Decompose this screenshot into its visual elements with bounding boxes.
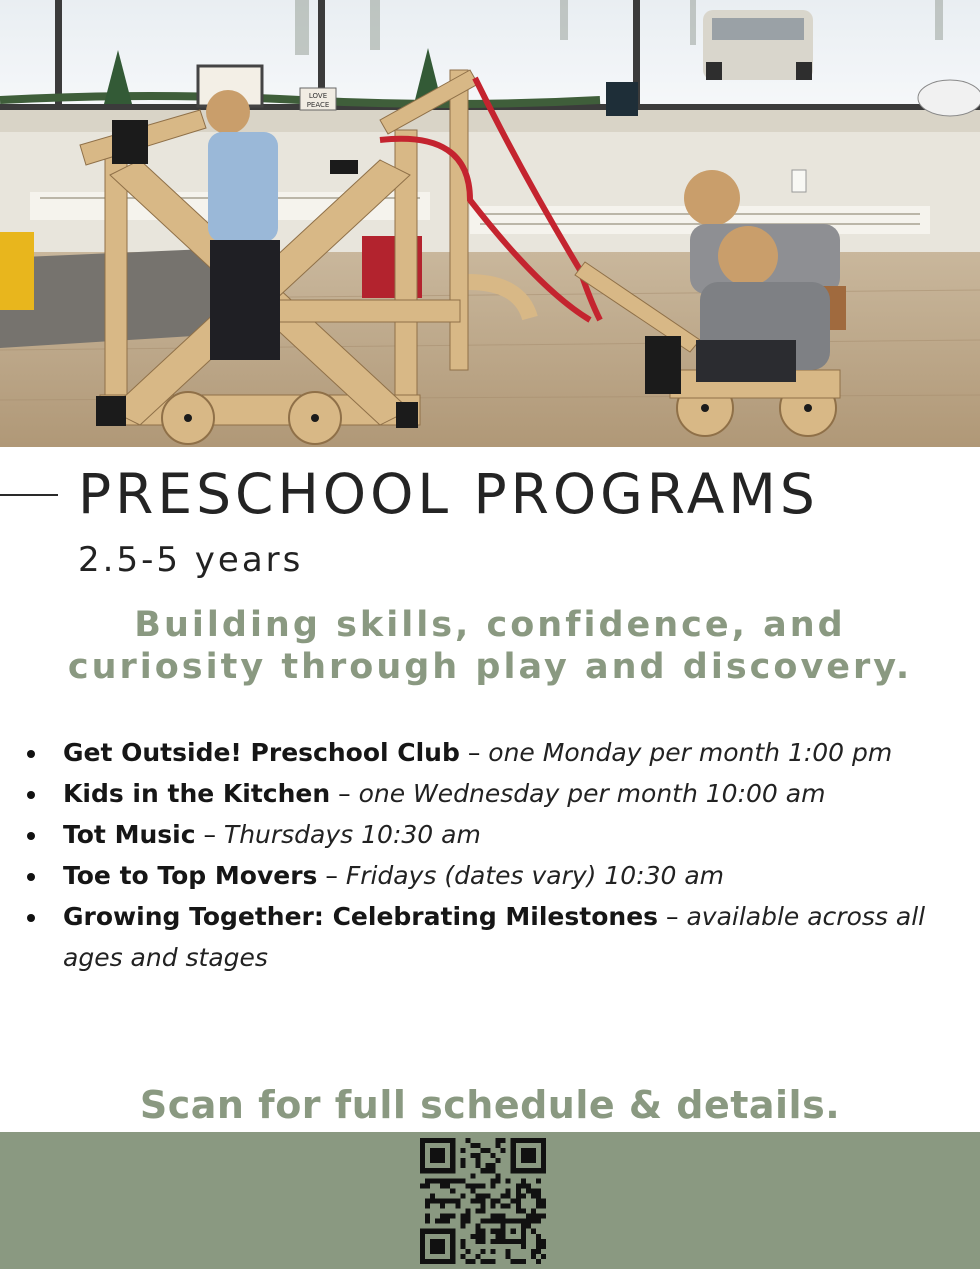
program-schedule: one Wednesday per month 10:00 am — [358, 779, 826, 808]
list-item: Growing Together: Celebrating Milestones – available across all ages and stages — [26, 896, 966, 978]
list-item: Toe to Top Movers – Fridays (dates vary) 10:30 am — [26, 855, 966, 896]
car-shape — [703, 10, 813, 80]
program-name: Kids in the Kitchen — [63, 779, 331, 808]
qr-code-icon[interactable] — [420, 1138, 546, 1264]
program-name: Growing Together: Celebrating Milestones — [63, 902, 659, 931]
hero-photo — [0, 0, 980, 447]
program-schedule: available across all ages and stages — [63, 902, 926, 972]
title-rule — [0, 494, 58, 496]
list-item: Get Outside! Preschool Club – one Monday per month 1:00 pm — [26, 732, 966, 773]
program-name: Tot Music — [63, 820, 196, 849]
scan-call-to-action: Scan for full schedule & details. — [139, 1083, 841, 1127]
list-item: Kids in the Kitchen – one Wednesday per month 10:00 am — [26, 773, 966, 814]
tagline-line-1: Building skills, confidence, and — [134, 605, 846, 645]
svg-text:LOVE: LOVE — [308, 92, 328, 100]
tagline-line-2: curiosity through play and discovery. — [67, 647, 913, 687]
program-list — [26, 732, 966, 978]
list-item: Tot Music – Thursdays 10:30 am — [26, 814, 966, 855]
age-range: 2.5-5 years — [78, 540, 304, 580]
program-schedule: Fridays (dates vary) 10:30 am — [345, 861, 725, 890]
tagline — [0, 604, 980, 688]
program-schedule: Thursdays 10:30 am — [223, 820, 481, 849]
program-name: Get Outside! Preschool Club — [63, 738, 460, 767]
program-name: Toe to Top Movers — [63, 861, 318, 890]
svg-text:PEACE: PEACE — [306, 101, 330, 109]
program-schedule: one Monday per month 1:00 pm — [488, 738, 893, 767]
page-title: PRESCHOOL PROGRAMS — [78, 462, 819, 526]
